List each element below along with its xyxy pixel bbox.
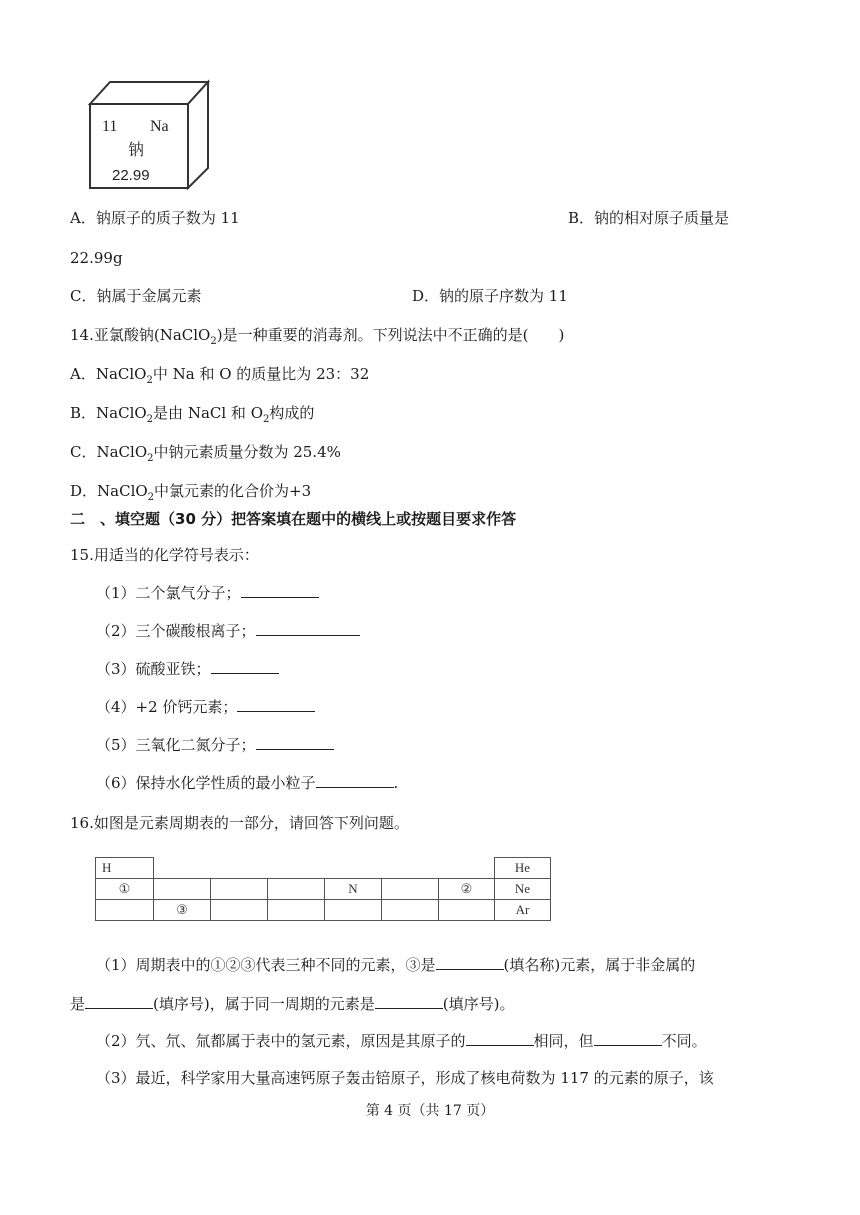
q15-item-5: （5）三氧化二氮分子； bbox=[96, 735, 334, 755]
q15-item-4: （4）+2 价钙元素； bbox=[96, 697, 315, 717]
q13-option-b: B．钠的相对原子质量是 bbox=[568, 209, 730, 227]
q15-item-2: （2）三个碳酸根离子； bbox=[96, 621, 360, 641]
answer-blank[interactable] bbox=[466, 1031, 534, 1046]
answer-blank[interactable] bbox=[241, 583, 319, 598]
q15-item-3: （3）硫酸亚铁； bbox=[96, 659, 279, 679]
sodium-element-card bbox=[86, 78, 214, 193]
q13-option-c: C．钠属于金属元素 bbox=[70, 287, 202, 305]
q13-option-b-continued: 22.99g bbox=[70, 249, 123, 267]
q13-option-d: D．钠的原子序数为 11 bbox=[412, 287, 568, 305]
q15-item-6: （6）保持水化学性质的最小粒子 . bbox=[96, 774, 399, 792]
q14-option-b: B．NaClO$_2$是由 NaCl 和 $O_2$构成的 bbox=[70, 404, 315, 425]
answer-blank[interactable] bbox=[211, 659, 279, 674]
q14-option-d: D．NaClO$_2$中氯元素的化合价为+3 bbox=[70, 482, 312, 503]
cell-h: H bbox=[96, 858, 154, 879]
q16-part1-line2: 是 (填序号)，属于同一周期的元素是 (填序号)。 bbox=[70, 995, 515, 1013]
card-mass: 22.99 bbox=[112, 167, 150, 184]
answer-blank[interactable] bbox=[256, 735, 334, 750]
answer-blank[interactable] bbox=[436, 955, 504, 970]
cell-ne: Ne bbox=[495, 879, 551, 900]
section-heading: 二 、填空题（30 分）把答案填在题中的横线上或按题目要求作答 bbox=[70, 510, 517, 528]
answer-blank[interactable] bbox=[594, 1031, 662, 1046]
cell-1: ① bbox=[96, 879, 154, 900]
cell-2: ② bbox=[439, 879, 495, 900]
cell-ar: Ar bbox=[495, 900, 551, 921]
card-number: 11 bbox=[102, 118, 118, 135]
q15-stem: 15.用适当的化学符号表示： bbox=[70, 546, 259, 564]
q16-part2: （2）氕、氘、氚都属于表中的氢元素，原因是其原子的 相同，但 不同。 bbox=[96, 1032, 707, 1050]
q13-option-a: A．钠原子的质子数为 11 bbox=[70, 209, 240, 227]
q16-part1-line1: （1）周期表中的①②③代表三种不同的元素，③是 (填名称)元素，属于非金属的 bbox=[96, 956, 696, 974]
q14-option-c: C．NaClO$_2$中钠元素质量分数为 25.4% bbox=[70, 443, 341, 464]
periodic-table-fragment bbox=[95, 857, 551, 921]
cell-n: N bbox=[325, 879, 382, 900]
q14-stem: 14.亚氯酸钠(NaClO$_2$)是一种重要的消毒剂。下列说法中不正确的是( ) bbox=[70, 326, 565, 347]
cell-3: ③ bbox=[154, 900, 211, 921]
answer-blank[interactable] bbox=[237, 697, 315, 712]
cell-he: He bbox=[495, 858, 551, 879]
q15-item-1: （1）二个氯气分子； bbox=[96, 583, 319, 603]
answer-blank[interactable] bbox=[85, 994, 153, 1009]
card-symbol: Na bbox=[150, 118, 169, 135]
answer-blank[interactable] bbox=[256, 621, 360, 636]
card-name: 钠 bbox=[128, 140, 145, 159]
answer-blank[interactable] bbox=[316, 773, 394, 788]
q14-option-a: A．NaClO$_2$中 Na 和 O 的质量比为 23：32 bbox=[70, 365, 370, 386]
answer-blank[interactable] bbox=[375, 994, 443, 1009]
page-footer: 第 4 页（共 17 页） bbox=[365, 1103, 495, 1119]
q16-part3: （3）最近，科学家用大量高速钙原子轰击锫原子，形成了核电荷数为 117 的元素的原子，该 bbox=[96, 1069, 714, 1087]
q16-stem: 16.如图是元素周期表的一部分，请回答下列问题。 bbox=[70, 814, 409, 832]
